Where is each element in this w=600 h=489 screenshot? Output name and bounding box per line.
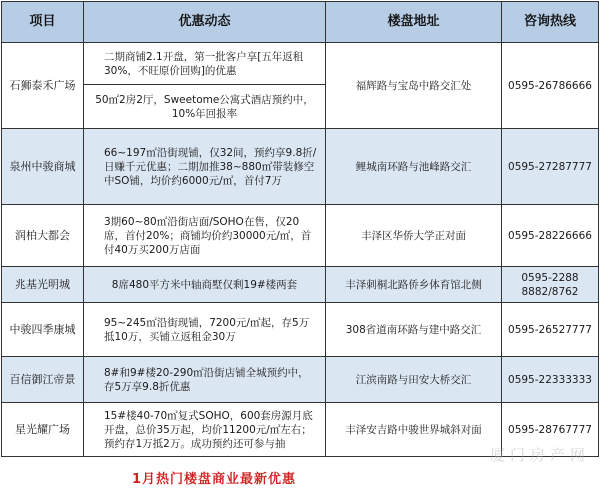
- footer-title: 1月热门楼盘商业最新优惠: [132, 472, 297, 487]
- project-phone: 0595-2288 8882/8762: [502, 267, 599, 303]
- project-name: 泉州中骏商城: [2, 129, 84, 205]
- promo-text-a: 95~245㎡沿街现铺，7200元/㎡起，存5万抵10万，买铺立返租金30万: [104, 316, 310, 343]
- promo-text: [84, 403, 326, 457]
- project-name: 兆基光明城: [2, 267, 84, 303]
- header-hotline: 咨询热线: [502, 2, 599, 43]
- table-row: [2, 303, 599, 357]
- promo-text-a: 8#和9#楼20-290㎡沿街店铺全城预约中，存5万享9.8折优惠: [104, 366, 309, 393]
- project-name: 百信御江帝景: [2, 357, 84, 403]
- project-address: 308省道南环路与建中路交汇: [326, 303, 502, 357]
- table-row: [2, 357, 599, 403]
- promo-text-a: 66~197㎡沿街现铺，仅32间，预约享9.8折/日赚千元优惠；二期加推38~880㎡带装修空中SO铺，均价约6000元/㎡，首付7万: [104, 146, 317, 187]
- project-phone: 0595-28226666: [502, 205, 599, 267]
- table-row: [2, 267, 599, 303]
- project-address: 丰泽区华侨大学正对面: [326, 205, 502, 267]
- promo-text: [84, 303, 326, 357]
- project-address: 丰泽安吉路中骏世界城斜对面: [326, 403, 502, 457]
- promo-text: [84, 357, 326, 403]
- project-phone: 0595-28767777: [502, 403, 599, 457]
- promo-text: [84, 43, 326, 85]
- promo-table: [1, 1, 599, 457]
- promo-text: [84, 267, 326, 303]
- project-address: 江滨南路与田安大桥交汇: [326, 357, 502, 403]
- header-row: [2, 2, 599, 43]
- project-name: 润柏大都会: [2, 205, 84, 267]
- project-name: 石狮泰禾广场: [2, 43, 84, 129]
- header-project: 项目: [2, 2, 84, 43]
- promo-text-a: 二期商铺2.1开盘，第一批客户享[五年返租30%，不旺原价回购]的优惠: [104, 50, 304, 77]
- project-phone: 0595-26527777: [502, 303, 599, 357]
- promo-text: [84, 85, 326, 129]
- promo-text-a: 8席480平方米中轴商墅仅剩19#楼两套: [111, 278, 298, 291]
- header-promo: 优惠动态: [84, 2, 326, 43]
- promo-text: [84, 129, 326, 205]
- promo-table-wrapper: [1, 1, 598, 457]
- promo-text-a: 15#楼40-70㎡复式SOHO，600套房源月底开盘，总价35万起，均价11200元/㎡左右；预约存1万抵2万。成功预约还可参与抽: [104, 409, 313, 450]
- project-phone: 0595-27287777: [502, 129, 599, 205]
- project-phone: 0595-22333333: [502, 357, 599, 403]
- promo-text-a: 3期60~80㎡沿街店面/SOHO在售，仅20席，首付20%；商铺均价约30000元/㎡，首付40万买200万店面: [104, 215, 312, 256]
- table-row: [2, 43, 599, 85]
- promo-text: [84, 205, 326, 267]
- table-row: [2, 205, 599, 267]
- project-name: 星光耀广场: [2, 403, 84, 457]
- project-address: 丰泽刺桐北路侨乡体育馆北侧: [326, 267, 502, 303]
- project-address: 鲤城南环路与池峰路交汇: [326, 129, 502, 205]
- project-address: 福辉路与宝岛中路交汇处: [326, 43, 502, 129]
- project-phone: 0595-26786666: [502, 43, 599, 129]
- table-row: [2, 129, 599, 205]
- project-name: 中骏四季康城: [2, 303, 84, 357]
- watermark: 厦门房产网: [489, 446, 590, 464]
- header-address: 楼盘地址: [326, 2, 502, 43]
- promo-text-b: 50㎡2房2厅，Sweetome公寓式酒店预约中，10%年回报率: [95, 93, 314, 120]
